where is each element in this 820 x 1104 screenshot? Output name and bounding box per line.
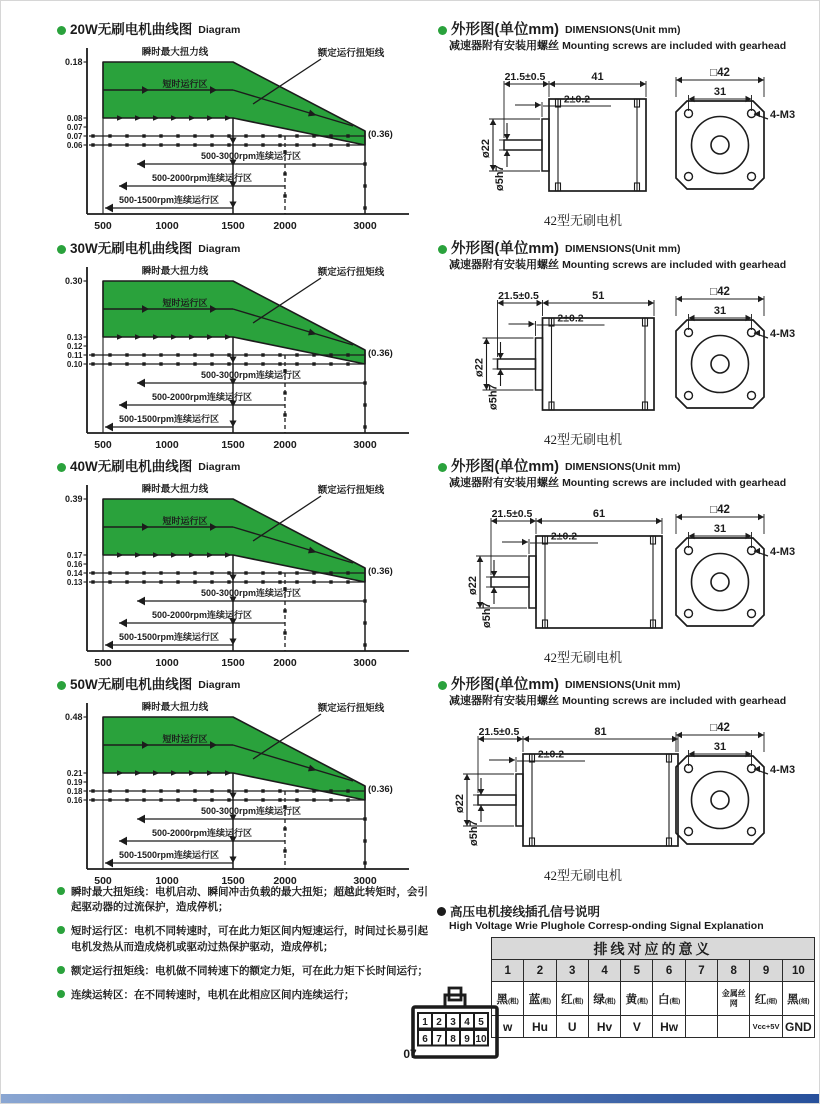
svg-text:4-M3: 4-M3: [770, 108, 796, 121]
svg-text:ø22: ø22: [480, 138, 492, 158]
svg-text:□42: □42: [710, 66, 730, 79]
svg-text:61: 61: [592, 507, 606, 520]
drawing-caption: 42型无刷电机: [543, 212, 622, 228]
svg-text:0.07: 0.07: [66, 131, 83, 141]
svg-text:0.06: 0.06: [66, 140, 83, 150]
dimension-title: [438, 678, 818, 694]
svg-text:1500: 1500: [221, 656, 245, 669]
wire-color-cell: 绿(粗): [588, 982, 620, 1016]
svg-text:0.14: 0.14: [66, 568, 83, 578]
svg-text:ø5h7: ø5h7: [494, 164, 506, 191]
outline-drawing-81: [438, 708, 816, 860]
svg-text:21.5±0.5: 21.5±0.5: [478, 725, 520, 738]
green-bullet-icon: [438, 463, 447, 472]
svg-text:51: 51: [592, 289, 605, 302]
svg-text:ø5h7: ø5h7: [487, 383, 500, 410]
wire-color-cell: 黑(细): [782, 982, 814, 1016]
svg-text:1: 1: [422, 1017, 428, 1029]
svg-text:500-2000rpm连续运行区: 500-2000rpm连续运行区: [151, 391, 253, 402]
note-text: 额定运行扭矩线：电机做不同转速下的额定力矩，可在此力矩下长时间运行；: [71, 964, 428, 977]
svg-text:500: 500: [94, 656, 112, 669]
green-bullet-icon: [57, 966, 65, 974]
svg-text:4-M3: 4-M3: [770, 545, 796, 558]
dim-title-en: DIMENSIONS(Unit mm): [564, 679, 681, 692]
svg-text:1500: 1500: [221, 874, 245, 887]
svg-text:0.21: 0.21: [66, 768, 83, 778]
chart-title-cn: 40W无刷电机曲线图: [70, 459, 193, 474]
svg-text:1000: 1000: [155, 874, 179, 887]
svg-text:500: 500: [94, 219, 112, 232]
note-item: [57, 988, 431, 1003]
dim-title-en: DIMENSIONS(Unit mm): [564, 24, 681, 37]
wiring-title: [437, 902, 819, 920]
notes-list: [57, 885, 431, 1012]
svg-text:额定运行扭矩线: 额定运行扭矩线: [317, 266, 385, 278]
svg-text:2±0.2: 2±0.2: [550, 530, 578, 543]
drawing-caption: 42型无刷电机: [543, 867, 622, 883]
dim-title-en: DIMENSIONS(Unit mm): [564, 243, 681, 256]
svg-text:500-1500rpm连续运行区: 500-1500rpm连续运行区: [118, 413, 220, 424]
dimension-block-51: [438, 242, 818, 448]
svg-text:5: 5: [478, 1017, 484, 1029]
signal-cell: Hv: [588, 1016, 620, 1038]
chart-block-40w: [57, 460, 427, 673]
svg-text:0.10: 0.10: [66, 359, 83, 369]
svg-text:0.48: 0.48: [64, 711, 83, 722]
chart-title-en: Diagram: [198, 23, 241, 36]
dim-title-cn: 外形图(单位mm): [451, 677, 559, 693]
dimension-block-61: [438, 460, 818, 666]
pin-number-cell: 1: [492, 960, 524, 982]
svg-text:500-2000rpm连续运行区: 500-2000rpm连续运行区: [151, 827, 253, 838]
signal-cell: Hw: [653, 1016, 685, 1038]
chart-title-en: Diagram: [198, 242, 241, 255]
dim-title-en: DIMENSIONS(Unit mm): [564, 461, 681, 474]
svg-text:8: 8: [450, 1034, 456, 1046]
svg-text:瞬时最大扭力线: 瞬时最大扭力线: [141, 701, 209, 713]
note-item: [57, 924, 431, 954]
svg-text:2±0.2: 2±0.2: [563, 93, 591, 106]
wiring-title-cn: 高压电机接线插孔信号说明: [450, 905, 601, 919]
wire-color-cell: 白(粗): [653, 982, 685, 1016]
dimension-title: [438, 242, 818, 258]
svg-text:0.18: 0.18: [66, 786, 83, 796]
chart-title-30w: [57, 242, 427, 257]
svg-text:瞬时最大扭力线: 瞬时最大扭力线: [141, 483, 209, 495]
svg-text:2±0.2: 2±0.2: [537, 748, 565, 761]
svg-text:ø5h7: ø5h7: [481, 601, 493, 628]
signal-cell: GND: [782, 1016, 814, 1038]
svg-text:ø5h7: ø5h7: [468, 819, 480, 846]
pin-number-cell: 9: [750, 960, 782, 982]
svg-text:21.5±0.5: 21.5±0.5: [498, 289, 539, 302]
pin-number-cell: 5: [621, 960, 653, 982]
svg-text:2000: 2000: [273, 219, 297, 232]
wire-color-cell: 红(细): [750, 982, 782, 1016]
svg-text:6: 6: [422, 1034, 428, 1046]
svg-text:31: 31: [713, 522, 727, 535]
svg-text:500-3000rpm连续运行区: 500-3000rpm连续运行区: [200, 587, 302, 598]
signal-cell: Vcc+5V: [750, 1016, 782, 1038]
svg-text:短时运行区: 短时运行区: [162, 733, 208, 744]
chart-block-20w: [57, 23, 427, 236]
svg-text:2000: 2000: [273, 656, 297, 669]
svg-text:500: 500: [94, 874, 112, 887]
chart-title-20w: [57, 23, 427, 38]
chart-block-50w: [57, 678, 427, 891]
svg-text:额定运行扭矩线: 额定运行扭矩线: [317, 702, 385, 714]
drawing-caption: 42型无刷电机: [543, 649, 622, 665]
svg-text:41: 41: [591, 70, 604, 83]
svg-text:(0.36): (0.36): [368, 347, 393, 359]
torque-chart-20w: [57, 40, 419, 236]
svg-text:500-1500rpm连续运行区: 500-1500rpm连续运行区: [118, 631, 220, 642]
chart-title-40w: [57, 460, 427, 475]
chart-title-en: Diagram: [198, 678, 241, 691]
dimension-block-41: [438, 23, 818, 229]
green-bullet-icon: [438, 681, 447, 690]
svg-text:500-3000rpm连续运行区: 500-3000rpm连续运行区: [200, 150, 302, 161]
svg-text:ø22: ø22: [467, 575, 479, 595]
note-text: 短时运行区：电机不同转速时，可在此力矩区间内短速运行，时间过长易引起电机发热从而造成烧机或驱动过热保护驱动，造成停机；: [71, 925, 428, 953]
chart-title-en: Diagram: [198, 460, 241, 473]
svg-text:0.16: 0.16: [66, 559, 83, 569]
svg-text:ø22: ø22: [473, 357, 486, 377]
svg-text:1000: 1000: [155, 656, 179, 669]
svg-text:0.16: 0.16: [66, 795, 83, 805]
svg-text:短时运行区: 短时运行区: [162, 78, 208, 89]
svg-text:短时运行区: 短时运行区: [162, 515, 208, 526]
svg-text:2000: 2000: [273, 874, 297, 887]
dimension-subtitle: 减速器附有安装用螺丝 Mounting screws are included with gearhead: [449, 476, 787, 489]
svg-text:3: 3: [450, 1017, 456, 1029]
green-bullet-icon: [57, 887, 65, 895]
svg-text:0.18: 0.18: [64, 56, 83, 67]
svg-text:500-3000rpm连续运行区: 500-3000rpm连续运行区: [200, 805, 302, 816]
outline-drawing-41: [438, 53, 816, 205]
svg-text:□42: □42: [710, 285, 730, 298]
svg-text:500: 500: [94, 438, 112, 451]
green-bullet-icon: [57, 26, 66, 35]
signal-cell: w: [492, 1016, 524, 1038]
note-text: 连续运转区：在不同转速时，电机在此相应区间内连续运行；: [71, 989, 355, 1002]
svg-text:31: 31: [713, 740, 727, 753]
dim-title-cn: 外形图(单位mm): [451, 459, 559, 475]
wire-color-cell: 金属丝网: [718, 982, 750, 1016]
svg-text:3000: 3000: [353, 656, 377, 669]
svg-text:2000: 2000: [273, 438, 297, 451]
svg-text:10: 10: [475, 1034, 487, 1046]
svg-text:1500: 1500: [221, 219, 245, 232]
pin-number-cell: 8: [718, 960, 750, 982]
svg-text:7: 7: [436, 1034, 442, 1046]
dimension-subtitle: 减速器附有安装用螺丝 Mounting screws are included with gearhead: [449, 39, 787, 52]
svg-text:31: 31: [713, 304, 727, 317]
svg-text:0.12: 0.12: [66, 341, 83, 351]
wiring-body: [409, 937, 819, 1046]
svg-text:500-2000rpm连续运行区: 500-2000rpm连续运行区: [151, 172, 253, 183]
svg-text:31: 31: [713, 85, 727, 98]
svg-text:0.07: 0.07: [66, 122, 83, 132]
signal-cell: [718, 1016, 750, 1038]
svg-text:(0.36): (0.36): [368, 783, 393, 795]
svg-text:0.19: 0.19: [66, 777, 83, 787]
note-text: 瞬时最大扭矩线：电机启动、瞬间冲击负载的最大扭矩；超越此转矩时，会引起驱动器的过流保护，造成停机；: [71, 886, 428, 914]
svg-text:ø22: ø22: [454, 793, 466, 813]
svg-text:□42: □42: [710, 721, 730, 734]
svg-text:瞬时最大扭力线: 瞬时最大扭力线: [141, 46, 209, 58]
svg-text:500-3000rpm连续运行区: 500-3000rpm连续运行区: [200, 369, 302, 380]
svg-text:额定运行扭矩线: 额定运行扭矩线: [317, 47, 385, 59]
svg-text:额定运行扭矩线: 额定运行扭矩线: [317, 484, 385, 496]
svg-text:4-M3: 4-M3: [770, 327, 796, 340]
torque-chart-50w: [57, 695, 419, 891]
svg-text:□42: □42: [710, 503, 730, 516]
svg-text:0.13: 0.13: [66, 577, 83, 587]
pin-number-cell: 10: [782, 960, 814, 982]
svg-text:1500: 1500: [221, 438, 245, 451]
svg-text:瞬时最大扭力线: 瞬时最大扭力线: [141, 265, 209, 277]
dimension-block-81: [438, 678, 818, 884]
svg-text:21.5±0.5: 21.5±0.5: [491, 507, 533, 520]
svg-text:500-2000rpm连续运行区: 500-2000rpm连续运行区: [151, 609, 253, 620]
green-bullet-icon: [438, 245, 447, 254]
svg-text:(0.36): (0.36): [368, 128, 393, 140]
svg-text:4: 4: [464, 1017, 470, 1029]
signal-cell: U: [556, 1016, 588, 1038]
drawing-caption: 42型无刷电机: [543, 431, 622, 447]
wire-color-cell: 黑(粗): [492, 982, 524, 1016]
pin-number-cell: 4: [588, 960, 620, 982]
svg-text:1000: 1000: [155, 219, 179, 232]
wire-color-cell: 蓝(粗): [524, 982, 556, 1016]
dim-title-cn: 外形图(单位mm): [451, 241, 559, 257]
table-header: 排线对应的意义: [492, 938, 815, 960]
green-bullet-icon: [57, 681, 66, 690]
torque-chart-30w: [57, 259, 419, 455]
note-item: [57, 964, 431, 979]
svg-text:0.30: 0.30: [64, 275, 83, 286]
svg-text:2±0.2: 2±0.2: [557, 312, 584, 325]
wire-color-cell: 红(粗): [556, 982, 588, 1016]
pin-number-cell: 6: [653, 960, 685, 982]
chart-title-cn: 30W无刷电机曲线图: [70, 241, 193, 256]
svg-text:3000: 3000: [353, 438, 377, 451]
page-number: 07: [403, 1047, 417, 1061]
svg-text:0.08: 0.08: [66, 113, 83, 123]
svg-text:0.13: 0.13: [66, 332, 83, 342]
dimension-subtitle: 减速器附有安装用螺丝 Mounting screws are included with gearhead: [449, 694, 787, 707]
wire-color-cell: [685, 982, 717, 1016]
dimension-title: [438, 23, 818, 39]
signal-cell: Hu: [524, 1016, 556, 1038]
svg-text:0.39: 0.39: [64, 493, 83, 504]
dim-title-cn: 外形图(单位mm): [451, 22, 559, 38]
chart-title-cn: 20W无刷电机曲线图: [70, 22, 193, 37]
wiring-signal-table: [491, 937, 815, 1038]
green-bullet-icon: [438, 26, 447, 35]
dimension-subtitle: 减速器附有安装用螺丝 Mounting screws are included with gearhead: [449, 258, 787, 271]
outline-drawing-51: [438, 272, 816, 424]
wiring-title-en: High Voltage Wrie Plughole Corresp-onding Signal Explanation: [449, 920, 764, 932]
black-bullet-icon: [437, 907, 446, 916]
svg-text:500-1500rpm连续运行区: 500-1500rpm连续运行区: [118, 849, 220, 860]
chart-title-cn: 50W无刷电机曲线图: [70, 677, 193, 692]
chart-title-50w: [57, 678, 427, 693]
dimension-title: [438, 460, 818, 476]
svg-text:短时运行区: 短时运行区: [162, 297, 208, 308]
svg-text:3000: 3000: [353, 219, 377, 232]
pin-number-cell: 7: [685, 960, 717, 982]
svg-text:81: 81: [594, 725, 607, 738]
wire-color-cell: 黄(粗): [621, 982, 653, 1016]
outline-drawing-61: [438, 490, 816, 642]
wiring-section: [409, 902, 819, 1046]
svg-text:0.11: 0.11: [67, 350, 83, 360]
svg-text:2: 2: [436, 1017, 442, 1029]
svg-text:21.5±0.5: 21.5±0.5: [504, 70, 546, 83]
note-item: [57, 885, 431, 915]
svg-text:0.17: 0.17: [66, 550, 83, 560]
signal-cell: [685, 1016, 717, 1038]
svg-text:500-1500rpm连续运行区: 500-1500rpm连续运行区: [118, 194, 220, 205]
signal-cell: V: [621, 1016, 653, 1038]
green-bullet-icon: [57, 926, 65, 934]
svg-text:(0.36): (0.36): [368, 565, 393, 577]
svg-text:3000: 3000: [353, 874, 377, 887]
green-bullet-icon: [57, 990, 65, 998]
green-bullet-icon: [57, 463, 66, 472]
pin-number-cell: 3: [556, 960, 588, 982]
svg-text:4-M3: 4-M3: [770, 763, 796, 776]
svg-text:9: 9: [464, 1034, 470, 1046]
footer-bar: [1, 1094, 819, 1103]
chart-block-30w: [57, 242, 427, 455]
torque-chart-40w: [57, 477, 419, 673]
pin-number-cell: 2: [524, 960, 556, 982]
svg-text:1000: 1000: [155, 438, 179, 451]
green-bullet-icon: [57, 245, 66, 254]
